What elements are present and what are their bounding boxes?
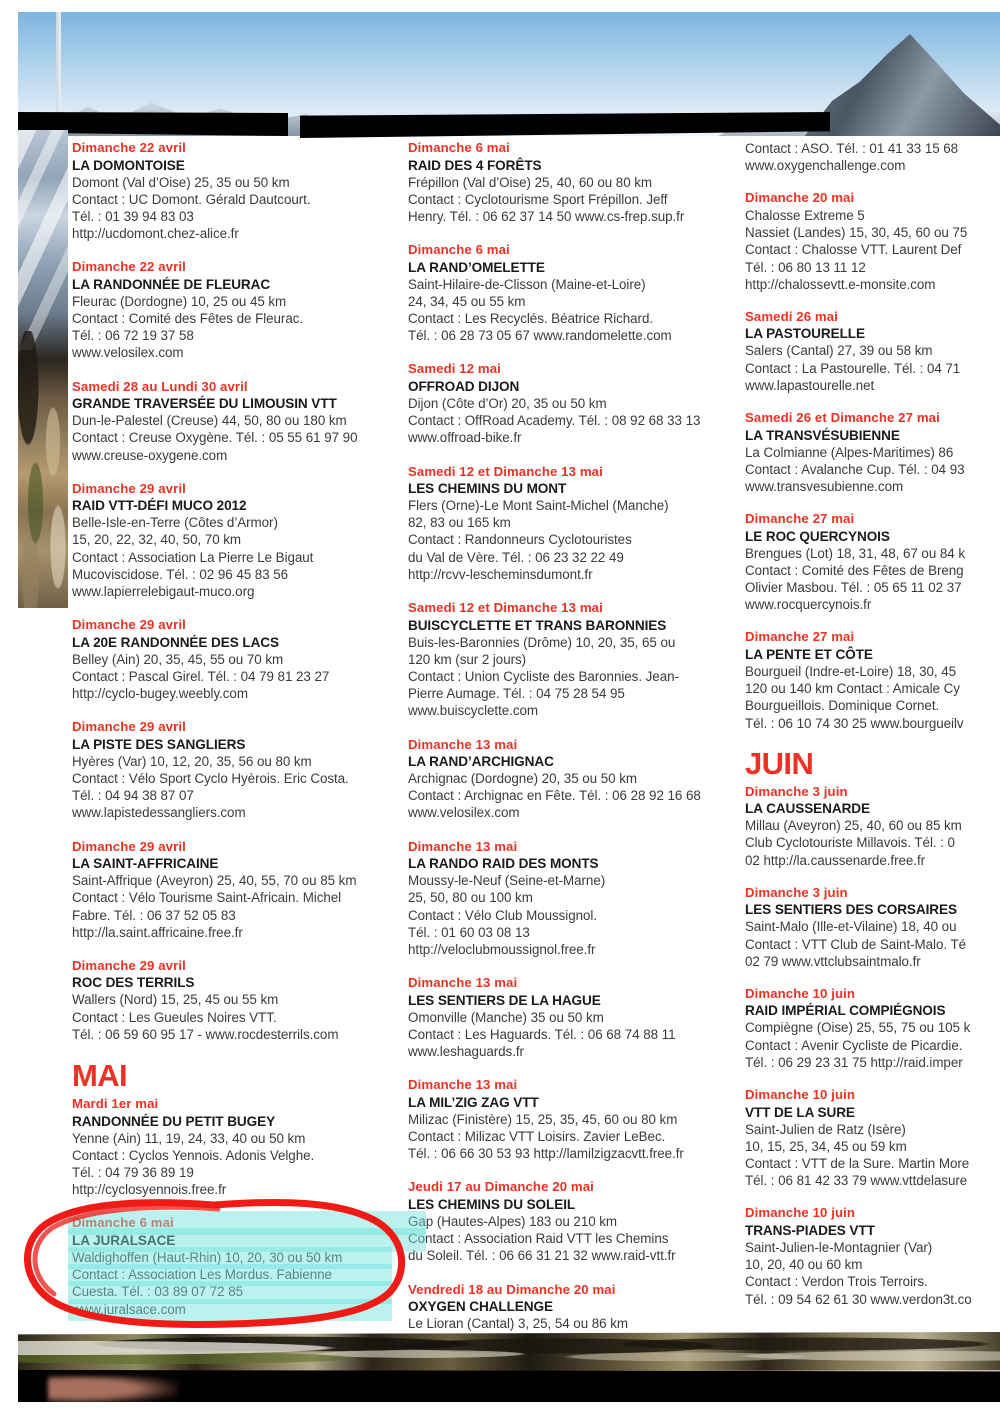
event-detail-line: 24, 34, 45 ou 55 km xyxy=(408,293,526,309)
event-detail-line: Contact : Avenir Cycliste de Picardie. xyxy=(745,1037,963,1053)
event-title: LA TRANSVÉSUBIENNE xyxy=(745,427,900,443)
event-detail-line: www.velosilex.com xyxy=(408,805,520,821)
event-detail-line: Fabre. Tél. : 06 37 52 05 83 xyxy=(72,907,236,923)
event-detail-line: La Colmianne (Alpes-Maritimes) 86 xyxy=(745,444,954,460)
event-entry xyxy=(408,1077,720,1162)
event-detail-line: Tél. : 09 54 62 61 30 www.verdon3t.co xyxy=(745,1291,972,1307)
event-title: LES CHEMINS DU MONT xyxy=(408,481,567,497)
event-date: Mardi 1er mai xyxy=(72,1096,159,1112)
event-detail-line: Contact : UC Domont. Gérald Dautcourt. xyxy=(72,191,311,207)
event-detail-line: Domont (Val d’Oise) 25, 35 ou 50 km xyxy=(72,174,290,190)
event-detail-line: Belle-Isle-en-Terre (Côtes d’Armor) xyxy=(72,515,278,531)
event-detail-line: 82, 83 ou 165 km xyxy=(408,515,511,531)
event-listing-columns xyxy=(0,140,1000,1330)
event-title: VTT DE LA SURE xyxy=(745,1104,855,1120)
event-entry xyxy=(745,986,1000,1071)
event-detail-line: Tél. : 04 94 38 87 07 xyxy=(72,788,194,804)
event-detail-line: Contact : Vélo Tourisme Saint-Africain. Michel xyxy=(72,890,342,906)
event-date: Dimanche 27 mai xyxy=(745,511,855,527)
event-detail-line: http://cyclo-bugey.weebly.com xyxy=(72,686,248,702)
event-date: Dimanche 13 mai xyxy=(408,975,518,991)
event-detail-line: Contact : Les Recyclés. Béatrice Richard. xyxy=(408,311,654,327)
event-detail-line: www.velosilex.com xyxy=(72,345,184,361)
event-title: LA RAND’ARCHIGNAC xyxy=(408,754,554,770)
event-entry xyxy=(72,839,384,941)
event-detail-line: Dun-le-Palestel (Creuse) 44, 50, 80 ou 180 km xyxy=(72,413,347,429)
event-detail-line: Contact : Pascal Girel. Tél. : 04 79 81 23 27 xyxy=(72,668,330,684)
event-detail-line: 02 http://la.caussenarde.free.fr xyxy=(745,852,926,868)
event-detail-line: Millau (Aveyron) 25, 40, 60 ou 85 km xyxy=(745,818,962,834)
event-detail-line: Tél. : 06 10 74 30 25 www.bourgueilv xyxy=(745,715,964,731)
event-detail-line: Contact : Vélo Club Moussignol. xyxy=(408,907,597,923)
event-detail-line: Contact : VTT de la Sure. Martin More xyxy=(745,1156,970,1171)
event-title: LES CHEMINS DU SOLEIL xyxy=(408,1196,576,1212)
event-entry xyxy=(408,361,720,446)
event-detail-line: 120 km (sur 2 jours) xyxy=(408,651,527,667)
event-detail-line: 02 79 www.vttclubsaintmalo.fr xyxy=(745,953,921,969)
event-detail-line: http://chalossevtt.e-monsite.com xyxy=(745,276,936,292)
mountain-peak-right xyxy=(800,34,1000,136)
event-detail-line: http://rcvv-lescheminsdumont.fr xyxy=(408,566,593,582)
event-detail-line: Omonville (Manche) 35 ou 50 km xyxy=(408,1009,604,1025)
event-detail-line: Tél. : 04 79 36 89 19 xyxy=(72,1165,194,1180)
column-2 xyxy=(408,140,720,1349)
event-detail-line: www.transvesubienne.com xyxy=(745,478,904,494)
event-title: LA PASTOURELLE xyxy=(745,326,865,342)
event-date: Dimanche 29 avril xyxy=(72,480,186,496)
event-detail-line: Buis-les-Baronnies (Drôme) 10, 20, 35, 65 ou xyxy=(408,634,676,650)
footer-photo-image xyxy=(18,1332,1000,1372)
event-date: Samedi 28 au Lundi 30 avril xyxy=(72,378,248,394)
scan-thumb-smudge xyxy=(48,1376,178,1402)
event-title: LA SAINT-AFFRICAINE xyxy=(72,856,219,872)
event-detail-line: du Soleil. Tél. : 06 66 31 21 32 www.raid-vtt.fr xyxy=(408,1248,676,1264)
event-date: Jeudi 17 au Dimanche 20 mai xyxy=(408,1179,594,1195)
event-date: Dimanche 13 mai xyxy=(408,736,518,752)
event-entry xyxy=(745,190,1000,293)
event-detail-line: Saint-Julien-le-Montagnier (Var) xyxy=(745,1239,933,1255)
event-title: LA PENTE ET CÔTE xyxy=(745,646,873,662)
event-detail-line: www.juralsace.com xyxy=(72,1301,186,1317)
event-detail-line: Tél. : 06 72 19 37 58 xyxy=(72,328,194,344)
event-detail-line: Contact : Milizac VTT Loisirs. Zavier LeBec. xyxy=(408,1129,666,1144)
event-date: Dimanche 29 avril xyxy=(72,719,186,735)
event-entry xyxy=(72,719,384,821)
event-detail-line: www.offroad-bike.fr xyxy=(408,430,522,446)
event-detail-line: Contact : VTT Club de Saint-Malo. Té xyxy=(745,936,966,952)
event-entry xyxy=(745,140,1000,174)
event-detail-line: Contact : Avalanche Cup. Tél. : 04 93 xyxy=(745,461,965,477)
event-date: Samedi 12 et Dimanche 13 mai xyxy=(408,463,603,479)
event-title: LES SENTIERS DES CORSAIRES xyxy=(745,902,957,918)
event-detail-line: www.lapastourelle.net xyxy=(745,377,875,393)
event-detail-line: Saint-Hilaire-de-Clisson (Maine-et-Loire) xyxy=(408,276,646,292)
event-date: Dimanche 3 juin xyxy=(745,884,848,900)
event-detail-line: Tél. : 06 29 23 31 75 http://raid.imper xyxy=(745,1054,963,1070)
event-date: Dimanche 6 mai xyxy=(408,242,510,258)
event-entry xyxy=(408,242,720,344)
event-entry xyxy=(72,1215,384,1317)
event-date: Dimanche 27 mai xyxy=(745,629,855,645)
event-title: LA RANDONNÉE DE FLEURAC xyxy=(72,276,271,292)
event-detail-line: www.lapierrelebigaut-muco.org xyxy=(72,584,255,600)
event-detail-line: Bourgueil (Indre-et-Loire) 18, 30, 45 xyxy=(745,663,957,679)
event-detail-line: Contact : Les Haguards. Tél. : 06 68 74 88 11 xyxy=(408,1026,676,1042)
event-detail-line: Tél. : 06 59 60 95 17 - www.rocdesterrils.com xyxy=(72,1026,339,1042)
event-entry xyxy=(72,379,384,464)
event-date: Dimanche 10 juin xyxy=(745,1205,856,1221)
event-entry xyxy=(72,958,384,1043)
event-title: OXYGEN CHALLENGE xyxy=(408,1299,553,1315)
event-entry xyxy=(72,1096,384,1198)
event-detail-line: Nassiet (Landes) 15, 30, 45, 60 ou 75 xyxy=(745,225,968,241)
event-date: Dimanche 6 mai xyxy=(72,1215,174,1231)
event-detail-line: Contact : ASO. Tél. : 01 41 33 15 68 xyxy=(745,141,959,156)
event-detail-line: Contact : Union Cycliste des Baronnies. Jean- xyxy=(408,668,679,684)
event-detail-line: Contact : Verdon Trois Terroirs. xyxy=(745,1274,928,1290)
event-detail-line: Mucoviscidose. Tél. : 02 96 45 83 56 xyxy=(72,566,289,582)
event-detail-line: Contact : Vélo Sport Cyclo Hyèrois. Eric Costa. xyxy=(72,771,349,787)
event-date: Dimanche 22 avril xyxy=(72,259,186,275)
event-title: BUISCYCLETTE ET TRANS BARONNIES xyxy=(408,617,667,633)
column-3 xyxy=(745,140,1000,1324)
event-detail-line: Contact : Comité des Fêtes de Fleurac. xyxy=(72,311,304,327)
event-title: LA RANDO RAID DES MONTS xyxy=(408,856,599,872)
event-entry xyxy=(745,511,1000,613)
event-detail-line: www.leshaguards.fr xyxy=(408,1044,524,1060)
event-date: Samedi 26 et Dimanche 27 mai xyxy=(745,410,940,426)
event-detail-line: Pierre Aumage. Tél. : 04 75 28 54 95 xyxy=(408,686,625,702)
event-detail-line: Cuesta. Tél. : 03 89 07 72 85 xyxy=(72,1284,244,1300)
event-detail-line: 25, 50, 80 ou 100 km xyxy=(408,890,533,906)
event-entry xyxy=(72,259,384,361)
event-title: TRANS-PIADES VTT xyxy=(745,1222,875,1238)
event-detail-line: Contact : La Pastourelle. Tél. : 04 71 xyxy=(745,360,961,376)
event-detail-line: Bourgueillois. Dominique Cornet. xyxy=(745,698,940,714)
event-detail-line: Belley (Ain) 20, 35, 45, 55 ou 70 km xyxy=(72,651,284,667)
event-entry xyxy=(745,784,1000,869)
event-title: LA RAND’OMELETTE xyxy=(408,259,545,275)
event-date: Dimanche 13 mai xyxy=(408,1077,518,1093)
event-detail-line: Waldighoffen (Haut-Rhin) 10, 20, 30 ou 50 km xyxy=(72,1249,343,1265)
event-detail-line: Contact : Archignac en Fête. Tél. : 06 28 92 16 68 xyxy=(408,788,701,804)
event-entry xyxy=(745,885,1000,970)
event-detail-line: http://la.saint.affricaine.free.fr xyxy=(72,924,243,940)
event-date: Vendredi 18 au Dimanche 20 mai xyxy=(408,1281,616,1297)
event-date: Samedi 12 mai xyxy=(408,361,501,377)
event-detail-line: Yenne (Ain) 11, 19, 24, 33, 40 ou 50 km xyxy=(72,1130,306,1146)
event-detail-line: Le Lioran (Cantal) 3, 25, 54 ou 86 km xyxy=(408,1316,628,1332)
event-detail-line: 15, 20, 22, 32, 40, 50, 70 km xyxy=(72,532,242,548)
event-detail-line: Chalosse Extreme 5 xyxy=(745,207,865,223)
event-date: Dimanche 29 avril xyxy=(72,617,186,633)
event-detail-line: Contact : Randonneurs Cyclotouristes xyxy=(408,532,632,548)
event-detail-line: Tél. : 06 66 30 53 93 http://lamilzigzacvtt.free.fr xyxy=(408,1146,684,1162)
event-detail-line: Contact : Association Les Mordus. Fabienne xyxy=(72,1267,332,1283)
event-entry xyxy=(745,1205,1000,1307)
event-detail-line: 10, 15, 25, 34, 45 ou 59 km xyxy=(745,1138,907,1154)
event-detail-line: Olivier Masbou. Tél. : 05 65 11 02 37 xyxy=(745,580,962,596)
event-date: Dimanche 22 avril xyxy=(72,140,186,155)
event-entry xyxy=(408,600,720,720)
event-entry xyxy=(408,839,720,959)
event-title: LA 20E RANDONNÉE DES LACS xyxy=(72,634,279,650)
event-entry xyxy=(408,975,720,1060)
event-detail-line: Gap (Hautes-Alpes) 183 ou 210 km xyxy=(408,1213,618,1229)
event-date: Dimanche 20 mai xyxy=(745,190,855,206)
event-title: LA JURALSACE xyxy=(72,1232,176,1248)
event-detail-line: Tél. : 01 60 03 08 13 xyxy=(408,924,530,940)
column-1 xyxy=(72,140,384,1335)
event-detail-line: Tél. : 06 28 73 05 67 www.randomelette.com xyxy=(408,328,672,344)
event-date: Dimanche 6 mai xyxy=(408,140,510,155)
event-detail-line: Flers (Orne)-Le Mont Saint-Michel (Manche) xyxy=(408,498,669,514)
event-date: Samedi 12 et Dimanche 13 mai xyxy=(408,600,603,616)
event-entry xyxy=(72,481,384,601)
event-detail-line: Saint-Malo (Ille-et-Vilaine) 18, 40 ou xyxy=(745,919,957,935)
event-detail-line: Tél. : 06 81 42 33 79 www.vttdelasure xyxy=(745,1173,968,1189)
event-date: Dimanche 3 juin xyxy=(745,783,848,799)
event-detail-line: Contact : Comité des Fêtes de Breng xyxy=(745,562,964,578)
event-entry xyxy=(408,464,720,584)
event-entry xyxy=(745,1087,1000,1189)
event-detail-line: du Val de Vère. Tél. : 06 23 32 22 49 xyxy=(408,549,624,565)
event-detail-line: Brengues (Lot) 18, 31, 48, 67 ou 84 k xyxy=(745,545,965,561)
event-detail-line: Moussy-le-Neuf (Seine-et-Marne) xyxy=(408,873,606,889)
event-entry xyxy=(408,737,720,822)
event-date: Dimanche 29 avril xyxy=(72,838,186,854)
event-detail-line: Contact : Association Raid VTT les Chemins xyxy=(408,1231,669,1247)
event-detail-line: Salers (Cantal) 27, 39 ou 58 km xyxy=(745,343,933,359)
event-detail-line: Saint-Affrique (Aveyron) 25, 40, 55, 70 ou 85 km xyxy=(72,873,357,889)
event-entry xyxy=(408,1179,720,1264)
event-detail-line: Contact : Creuse Oxygène. Tél. : 05 55 61 97 90 xyxy=(72,430,358,446)
event-detail-line: Tél. : 01 39 94 83 03 xyxy=(72,208,194,224)
event-entry xyxy=(408,1282,720,1333)
event-title: LA DOMONTOISE xyxy=(72,157,185,173)
event-title: RANDONNÉE DU PETIT BUGEY xyxy=(72,1113,276,1129)
event-detail-line: Contact : Association La Pierre Le Bigaut xyxy=(72,549,314,565)
event-detail-line: www.buiscyclette.com xyxy=(408,703,538,719)
event-detail-line: Saint-Julien de Ratz (Isère) xyxy=(745,1121,906,1137)
event-detail-line: Contact : Cyclotourisme Sport Frépillon. Jeff xyxy=(408,191,668,207)
event-title: ROC DES TERRILS xyxy=(72,975,195,991)
event-title: LES SENTIERS DE LA HAGUE xyxy=(408,992,601,1008)
event-title: LA MIL’ZIG ZAG VTT xyxy=(408,1094,539,1110)
month-heading: MAI xyxy=(72,1058,128,1094)
event-detail-line: Henry. Tél. : 06 62 37 14 50 www.cs-frep.sup.fr xyxy=(408,208,685,224)
footer-rock-photo xyxy=(18,1332,1000,1402)
month-heading: JUIN xyxy=(745,745,814,781)
event-detail-line: Dijon (Côte d’Or) 20, 35 ou 50 km xyxy=(408,395,607,411)
event-entry xyxy=(745,410,1000,495)
event-detail-line: www.rocquercynois.fr xyxy=(745,597,872,613)
event-date: Dimanche 10 juin xyxy=(745,1087,856,1103)
event-date: Dimanche 29 avril xyxy=(72,957,186,973)
event-detail-line: Hyères (Var) 10, 12, 20, 35, 56 ou 80 km xyxy=(72,753,312,769)
event-title: RAID DES 4 FORÊTS xyxy=(408,157,542,173)
event-entry xyxy=(72,617,384,702)
event-detail-line: http://ucdomont.chez-alice.fr xyxy=(72,226,239,242)
event-title: LA PISTE DES SANGLIERS xyxy=(72,736,246,752)
event-title: LA CAUSSENARDE xyxy=(745,801,870,817)
event-entry xyxy=(72,140,384,242)
event-title: GRANDE TRAVERSÉE DU LIMOUSIN VTT xyxy=(72,396,337,412)
event-entry xyxy=(408,140,720,225)
event-detail-line: http://cyclosyennois.free.fr xyxy=(72,1182,227,1198)
event-detail-line: Tél. : 06 80 13 11 12 xyxy=(745,259,866,275)
event-detail-line: Contact : Cyclos Yennois. Adonis Velghe. xyxy=(72,1147,315,1163)
event-detail-line: Contact : Chalosse VTT. Laurent Def xyxy=(745,242,962,258)
event-title: RAID VTT-DÉFI MUCO 2012 xyxy=(72,498,247,514)
event-detail-line: Archignac (Dordogne) 20, 35 ou 50 km xyxy=(408,771,637,787)
event-date: Dimanche 13 mai xyxy=(408,838,518,854)
event-title: RAID IMPÉRIAL COMPIÉGNOIS xyxy=(745,1003,946,1019)
event-title: LE ROC QUERCYNOIS xyxy=(745,528,890,544)
event-detail-line: Contact : Les Gueules Noires VTT. xyxy=(72,1009,277,1025)
event-detail-line: Milizac (Finistère) 15, 25, 35, 45, 60 ou 80 km xyxy=(408,1111,678,1127)
event-date: Samedi 26 mai xyxy=(745,308,838,324)
event-detail-line: http://veloclubmoussignol.free.fr xyxy=(408,941,596,957)
event-detail-line: Contact : OffRoad Academy. Tél. : 08 92 68 33 13 xyxy=(408,413,701,429)
event-entry xyxy=(745,629,1000,731)
event-detail-line: Compiègne (Oise) 25, 55, 75 ou 105 k xyxy=(745,1020,971,1036)
event-detail-line: www.lapistedessangliers.com xyxy=(72,805,246,821)
event-detail-line: Wallers (Nord) 15, 25, 45 ou 55 km xyxy=(72,992,279,1008)
event-detail-line: Frépillon (Val d’Oise) 25, 40, 60 ou 80 km xyxy=(408,174,653,190)
event-date: Dimanche 10 juin xyxy=(745,985,856,1001)
event-title: OFFROAD DIJON xyxy=(408,378,520,394)
event-detail-line: www.oxygenchallenge.com xyxy=(745,158,906,174)
event-detail-line: Fleurac (Dordogne) 10, 25 ou 45 km xyxy=(72,293,287,309)
event-detail-line: Club Cyclotouriste Millavois. Tél. : 0 xyxy=(745,835,955,851)
event-entry xyxy=(745,309,1000,394)
event-detail-line: www.creuse-oxygene.com xyxy=(72,447,228,463)
event-detail-line: 120 ou 140 km Contact : Amicale Cy xyxy=(745,681,960,697)
event-detail-line: 10, 20, 40 ou 60 km xyxy=(745,1257,863,1273)
